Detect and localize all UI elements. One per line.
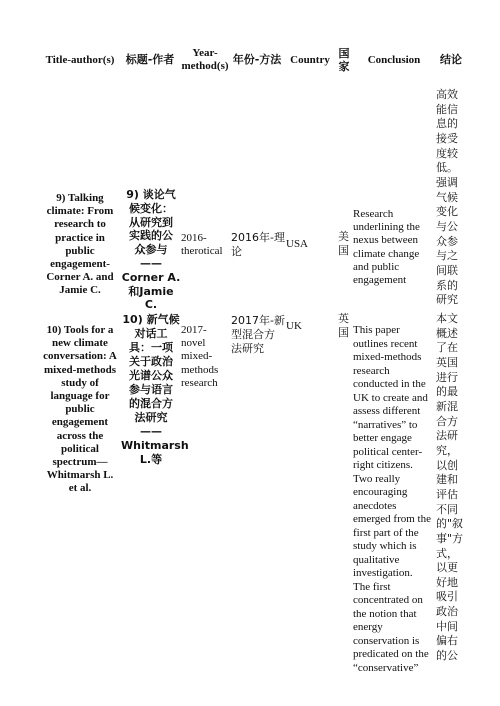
row-10-conclusion-en: This paper outlines recent mixed-methods research conducted in the UK to create and assess different “narratives” to better engage political center- right citizens. Two really encouraging anecdotes emerged from the first part of the study which is qualitative investigation. The first concentrated on the notion that energy conservation is predicated on the “conservative” <box>353 324 431 674</box>
header-conclusion-zh: 结论 <box>440 53 462 66</box>
header-title-author-en: Title-author(s) <box>45 54 115 66</box>
row-9-title-zh: 9) 谈论气 候变化： 从研究到 实践的公 众参与 —— Corner A. 和Jamie C. <box>121 188 181 312</box>
header-country-en: Country <box>290 54 330 66</box>
header-title-author-zh: 标题-作者 <box>125 53 175 66</box>
row-9-title-en: 9) Talking climate: From research to practice in public engagement- Corner A. and Jamie C. <box>46 192 114 297</box>
row-10-title-zh: 10) 新气候 对话工 具：一项 关于政治 光谱公众 参与语言 的混合方 法研究 —— Whitmarsh L.等 <box>121 313 189 466</box>
row-9-country-zh: 美 国 <box>338 230 349 257</box>
row-10-country-zh: 英 国 <box>338 312 349 339</box>
header-year-method-zh: 年份-方法 <box>232 53 282 66</box>
row-9-year-method-zh: 2016年-理 论 <box>231 231 285 258</box>
row-10-country-en: UK <box>286 320 302 332</box>
row-10-year-method-en: 2017- novel mixed- methods research <box>181 324 219 389</box>
header-conclusion-en: Conclusion <box>367 54 421 66</box>
row-9-conclusion-en: Research underlining the nexus between climate change and public engagement <box>353 208 420 287</box>
row-9-country-en: USA <box>286 238 309 250</box>
row-9-year-method-en: 2016- therotical <box>181 232 223 258</box>
row-10-year-method-zh: 2017年-新 型混合方 法研究 <box>231 314 285 355</box>
header-country-zh: 国 家 <box>338 47 350 73</box>
row-9-conclusion-zh: 高效 能信 息的 接受 度较 低。 强调 气候 变化 与公 众参 与之 间联 系的 研究 <box>436 88 458 307</box>
row-10-conclusion-zh: 本文 概述 了在 英国 进行 的最 新混 合方 法研 究， 以创 建和 评估 不同 的"叙 事"方 式， 以更 好地 吸引 政治 中间 偏右 的公 <box>436 312 464 663</box>
row-10-title-en: 10) Tools for a new climate conversation: A mixed-methods study of language for public engagement across the political spectrum— Whitmarsh L. et al. <box>43 324 117 495</box>
header-year-method-en: Year- method(s) <box>181 47 229 72</box>
